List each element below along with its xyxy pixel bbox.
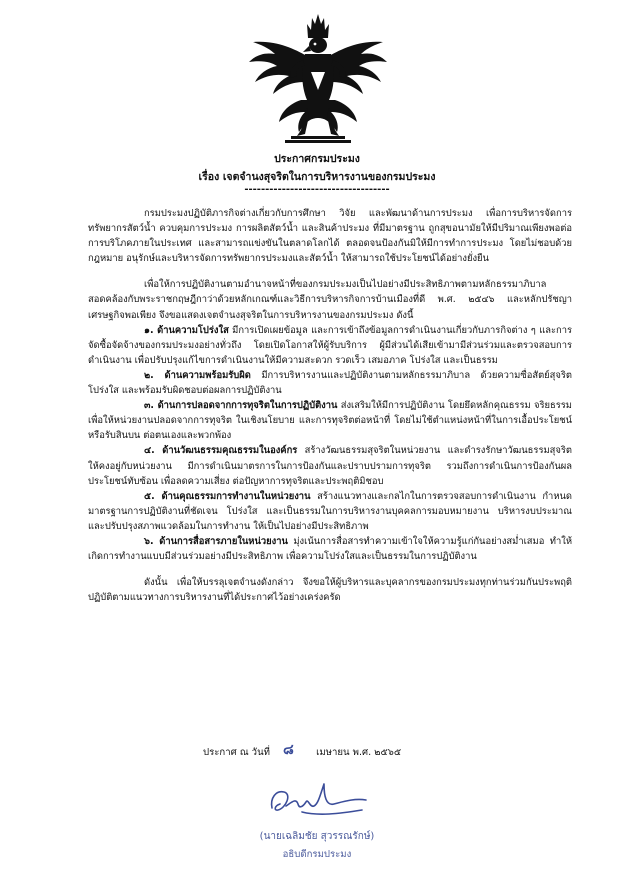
- item-heading: ๔. ด้านวัฒนธรรมคุณธรรมในองค์กร: [144, 445, 298, 457]
- item-heading: ๑. ด้านความโปร่งใส: [144, 324, 229, 336]
- item-heading: ๒. ด้านความพร้อมรับผิด: [144, 369, 251, 381]
- item-heading: ๖. ด้านการสื่อสารภายในหน่วยงาน: [144, 535, 288, 547]
- item-text: ส่งเสริมให้มีการปฏิบัติงาน โดยยึดหลักคุณธรรม จริยธรรม เพื่อให้หน่วยงานปลอดจากการทุจริต ในเชิงนโยบาย และการทุจริตต่อหน้าที่ โดยไม่ใช้ตำแหน่งหน้าที่ในการเอื้อประโยชน์ หรือรับสินบน ต่อตนเองและพวกพ้อง: [88, 400, 572, 442]
- date-day-handwritten: ๘: [283, 742, 294, 758]
- date-prefix: ประกาศ ณ วันที่: [203, 747, 270, 758]
- document-title: ประกาศกรมประมง: [274, 153, 360, 165]
- document-subject: เรื่อง เจตจำนงสุจริตในการบริหารงานของกรมประมง: [198, 171, 436, 183]
- item-corruption-free: [88, 398, 572, 443]
- signatory-name: (นายเฉลิมชัย สุวรรณรักษ์): [259, 831, 375, 842]
- item-internal-communication: [88, 534, 572, 564]
- garuda-emblem-icon: [245, 12, 391, 145]
- intro-paragraph: กรมประมงปฏิบัติภารกิจต่างเกี่ยวกับการศึกษา วิจัย และพัฒนาด้านการประมง เพื่อการบริหารจัดการทรัพยากรสัตว์น้ำ ควบคุมการประมง การผลิตสัตว์น้ำ และสินค้าประมง ที่มีมาตรฐาน ถูกสุขอนามัยให้มีปริมาณเพียงพอต่อการบริโภคภายในประเทศ และสามารถแข่งขันในตลาดโลกได้ ตลอดจนป้องกันมิให้มีการทำการประมง โดยไม่ชอบด้วยกฎหมาย อนุรักษ์และบริหารจัดการทรัพยากรประมงและสัตว์น้ำ ให้สามารถใช้ประโยชน์ได้อย่างยั่งยืน: [88, 208, 572, 265]
- item-text: มีการบริหารงานและปฏิบัติงานตามหลักธรรมาภิบาล ด้วยความซื่อสัตย์สุจริต โปร่งใส และพร้อมรับผิดชอบต่อผลการปฏิบัติงาน: [88, 369, 572, 397]
- announcement-date: [203, 745, 401, 760]
- item-heading: ๓. ด้านการปลอดจากการทุจริตในการปฏิบัติงาน: [144, 400, 338, 412]
- item-work-ethics: [88, 489, 572, 534]
- item-text: สร้างแนวทางและกลไกในการตรวจสอบการดำเนินงาน กำหนดมาตรฐานการปฏิบัติงานที่ชัดเจน โปร่งใส และเป็นธรรมในการบริหารงานบุคคลการมอบหมายงาน บริหารงบประมาณ และปรับปรุงสภาพแวดล้อมในการทำงาน ให้เป็นไปอย่างมีประสิทธิภาพ: [88, 490, 572, 532]
- document-body: [88, 206, 572, 605]
- signatory-position: อธิบดีกรมประมง: [282, 849, 352, 860]
- closing-paragraph: ดังนั้น เพื่อให้บรรลุเจตจำนงดังกล่าว จึงขอให้ผู้บริหารและบุคลากรของกรมประมงทุกท่านร่วมกันประพฤติปฏิบัติตามแนวทางการบริหารงานที่ได้ประกาศไว้อย่างเคร่งครัด: [88, 577, 572, 604]
- item-transparency: [88, 323, 572, 368]
- title-divider: -----------------------------------: [244, 184, 390, 195]
- signature-mark: [262, 778, 372, 824]
- item-text: มีการเปิดเผยข้อมูล และการเข้าถึงข้อมูลการดำเนินงานเกี่ยวกับภารกิจต่าง ๆ และการจัดซื้อจัดจ้างของกรมประมงอย่างทั่วถึง โดยเปิดโอกาสให้ผู้รับบริการ ผู้มีส่วนได้เสียเข้ามามีส่วนร่วมและตรวจสอบการดำเนินงาน เพื่อปรับปรุงแก้ไขการดำเนินงานให้มีความสะดวก รวดเร็ว เสมอภาค โปร่งใส และเป็นธรรม: [88, 324, 572, 366]
- item-accountability: [88, 368, 572, 398]
- purpose-paragraph: เพื่อให้การปฏิบัติงานตามอำนาจหน้าที่ของกรมประมงเป็นไปอย่างมีประสิทธิภาพตามหลักธรรมาภิบาล สอดคล้องกับพระราชกฤษฎีกาว่าด้วยหลักเกณฑ์และวิธีการบริหารกิจการบ้านเมืองที่ดี พ.ศ. ๒๕๔๖ และหลักปรัชญาเศรษฐกิจพอเพียง จึงขอแสดงเจตจำนงสุจริตในการบริหารงานของกรมประมง ดังนี้: [88, 279, 572, 321]
- item-text: สร้างวัฒนธรรมสุจริตในหน่วยงาน และดำรงรักษาวัฒนธรรมสุจริต ให้คงอยู่กับหน่วยงาน มีการดำเนินมาตรการในการป้องกันและปราบปรามการทุจริต รวมถึงการดำเนินการป้องกันผลประโยชน์ทับซ้อน เพื่อลดความเสี่ยง ต่อปัญหาการทุจริตและประพฤติมิชอบ: [88, 445, 572, 487]
- item-text: มุ่งเน้นการสื่อสารทำความเข้าใจให้ความรู้แก่กันอย่างสม่ำเสมอ ทำให้เกิดการทำงานแบบมีส่วนร่วมอย่างมีประสิทธิภาพ เพื่อความโปร่งใสและเป็นธรรมในการปฏิบัติงาน: [88, 535, 572, 563]
- date-month-year: เมษายน พ.ศ. ๒๕๖๕: [316, 747, 402, 758]
- item-heading: ๕. ด้านคุณธรรมการทำงานในหน่วยงาน: [144, 490, 311, 502]
- item-integrity-culture: [88, 443, 572, 488]
